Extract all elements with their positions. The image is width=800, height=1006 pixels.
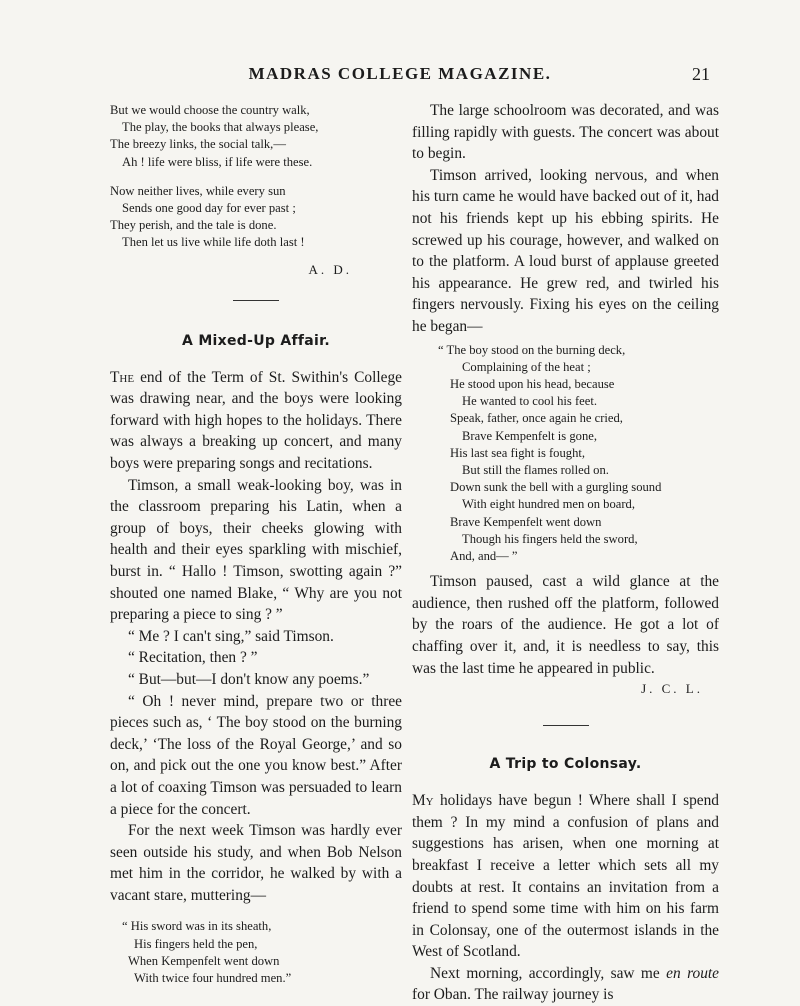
poem-stanza-2 [110,183,402,252]
article-paragraph: Timson arrived, looking nervous, and when his turn came he would have backed out of it, had not his friends kept up his ebbing spirits. He screwed up his courage, however, and walked on to the platform. A loud burst of applause greeted his appearance. He grew red, and twirled his fingers nervously. Fixing his eyes on the ceiling he began— [412,166,719,335]
right-column [412,100,719,1006]
verse-line: And, and— ” [450,548,518,563]
article-paragraph: “ But—but—I don't know any poems.” [128,670,370,688]
article-signature: J. C. L. [641,681,703,697]
verse-line: His last sea fight is fought, [450,445,586,460]
paragraph-text: holidays have begun ! Where shall I spend them ? In my mind a confusion of plans and suggestions has arisen, when one morning at breakfast I receive a letter which sets all my doubts at rest. It contains an invitation from a friend to spend some time with him on his farm in Colonsay, one of the outermost islands in the West of Scotland. [412,792,719,961]
quoted-verse [412,342,719,566]
section-divider [233,300,279,301]
poem-line: Sends one good day for ever past ; [122,201,296,216]
italic-phrase: en route [666,964,719,982]
poem-stanza-1 [110,102,402,171]
verse-line: Though his fingers held the sword, [462,531,638,546]
poem-line: Then let us live while life doth last ! [122,235,305,250]
poem-line: But we would choose the country walk, [110,103,310,117]
quoted-verse [110,918,402,987]
verse-line: Down sunk the bell with a gurgling sound [450,480,662,495]
section-divider [543,725,589,726]
article-paragraph [412,963,719,1006]
left-column [110,100,402,987]
drop-lead: My [412,792,434,810]
drop-lead: The [110,368,135,386]
article-paragraph: For the next week Timson was hardly ever seen outside his study, and when Bob Nelson met him in the corridor, he walked by with a vacant stare, muttering— [110,822,402,904]
paragraph-text: end of the Term of St. Swithin's College was drawing near, and the boys were looking forward with high hopes to the holidays. There was always a breaking up concert, and many boys were preparing songs and recitations. [110,368,402,472]
article-paragraph [110,367,402,475]
verse-line: Complaining of the heat ; [462,359,591,374]
article-paragraph: “ Oh ! never mind, prepare two or three pieces such as, ‘ The boy stood on the burning deck,’ ‘The loss of the Royal George,’ and so on, and pick out the one you know best.” After a lot of coaxing Timson was persuaded to learn a piece for the concert. [110,692,402,818]
page-header [0,64,800,88]
article-title: A Mixed-Up Affair. [182,332,330,349]
article-title: A Trip to Colonsay. [489,756,642,773]
verse-line: “ His sword was in its sheath, [122,919,272,934]
verse-line: “ The boy stood on the burning deck, [438,342,626,357]
verse-line: His fingers held the pen, [134,936,258,951]
verse-line: He stood upon his head, because [450,376,615,391]
poem-signature: A. D. [308,261,352,277]
article-paragraph: “ Recitation, then ? ” [128,649,258,667]
poem-line: The breezy links, the social talk,— [110,137,286,152]
poem-line: Ah ! life were bliss, if life were these. [122,154,313,169]
article-paragraph: The large schoolroom was decorated, and was filling rapidly with guests. The concert was about to begin. [412,102,719,163]
article-paragraph [412,790,719,963]
article-paragraph: Timson, a small weak-looking boy, was in the classroom preparing his Latin, when a group of boys, their cheeks glowing with health and their eyes sparkling with mischief, burst in. “ Hallo ! Timson, swotting again ?” shouted one named Blake, “ Why are you not preparing a piece to sing ? ” [110,476,402,624]
poem-line: They perish, and the tale is done. [110,218,277,233]
paragraph-text: for Oban. The railway journey is [412,986,614,1004]
verse-line: Speak, father, once again he cried, [450,411,623,426]
poem-line: Now neither lives, while every sun [110,183,286,198]
poem-line: The play, the books that always please, [122,120,319,135]
paragraph-text: Next morning, accordingly, saw me [430,964,660,982]
magazine-title: MADRAS COLLEGE MAGAZINE. [248,64,552,83]
page-number: 21 [692,64,710,84]
verse-line: But still the flames rolled on. [462,462,609,477]
article-paragraph: Timson paused, cast a wild glance at the audience, then rushed off the platform, followed by the roars of the audience. He got a lot of chaffing over it, and, it is needless to say, this was the last time he appeared in public. [412,573,719,677]
verse-line: With eight hundred men on board, [462,497,635,512]
verse-line: With twice four hundred men.” [134,971,292,986]
verse-line: He wanted to cool his feet. [462,394,597,409]
article-paragraph: “ Me ? I can't sing,” said Timson. [128,627,334,645]
verse-line: Brave Kempenfelt went down [450,514,602,529]
verse-line: Brave Kempenfelt is gone, [462,428,597,443]
verse-line: When Kempenfelt went down [128,953,280,968]
